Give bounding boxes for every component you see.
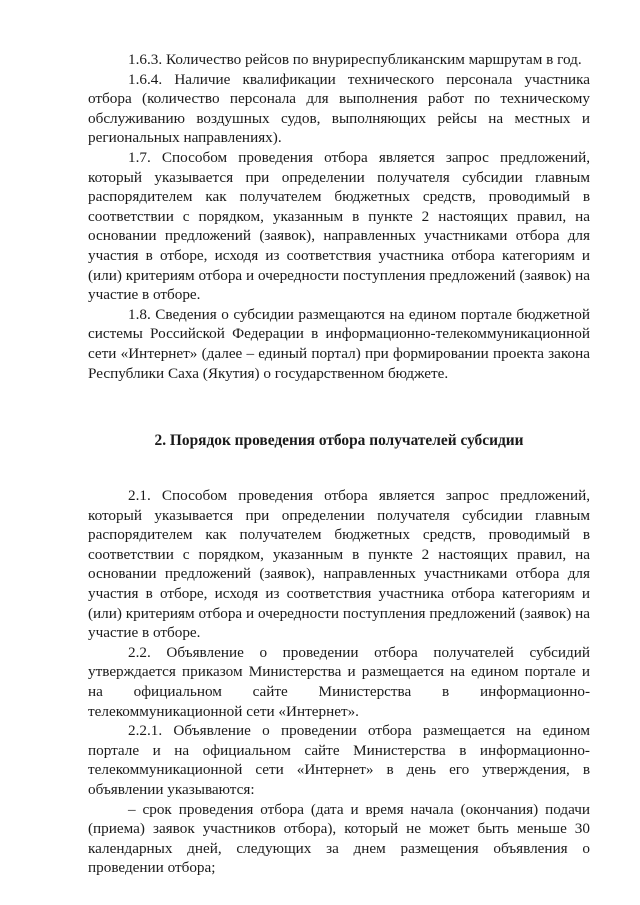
paragraph-2-1: 2.1. Способом проведения отбора является запрос предложений, который указывается при определении получателя субсидии главным распорядителем как получателем бюджетных средств, проводимый в соответствии с порядком, указанным в пункте 2 настоящих правил, на основании предложений (заявок), направленных участниками отбора для участия в отборе, исходя из соответствия участника отбора категориям и (или) критериям отбора и очередности поступления предложений (заявок) на участие в отборе. — [88, 487, 590, 642]
paragraph-1-6-4: 1.6.4. Наличие квалификации технического персонала участника отбора (количество персонала для выполнения работ по техническому обслуживанию воздушных судов, выполняющих рейсы на местных и региональных направлениях). — [88, 70, 590, 147]
paragraph-1-7: 1.7. Способом проведения отбора является запрос предложений, который указывается при определении получателя субсидии главным распорядителем как получателем бюджетных средств, проводимый в соответствии с порядком, указанным в пункте 2 настоящих правил, на основании предложений (заявок), направленных участниками отбора для участия в отборе, исходя из соответствия участника отбора категориям и (или) критериям отбора и очередности поступления предложений (заявок) на участие в отборе. — [88, 148, 590, 304]
list-item-deadline: – срок проведения отбора (дата и время начала (окончания) подачи (приема) заявок участников отбора), который не может быть меньше 30 календарных дней, следующих за днем размещения объявления о проведении отбора; — [88, 800, 590, 877]
section-1-continuation — [88, 50, 590, 383]
section-2-body — [88, 486, 590, 878]
paragraph-1-6-3: 1.6.3. Количество рейсов по внуриреспубликанским маршрутам в год. — [128, 51, 582, 68]
paragraph-2-2-1: 2.2.1. Объявление о проведении отбора размещается на едином портале и на официальном сайте Министерства в информационно-телекоммуникационной сети «Интернет» в день его утверждения, в объявлении указываются: — [88, 722, 590, 798]
section-2-heading: 2. Порядок проведения отбора получателей субсидии — [154, 432, 524, 449]
paragraph-1-8: 1.8. Сведения о субсидии размещаются на едином портале бюджетной системы Российской Федерации в информационно-телекоммуникационной сети «Интернет» (далее – единый портал) при формировании проекта закона Республики Саха (Якутия) о государственном бюджете. — [88, 305, 590, 382]
paragraph-2-2: 2.2. Объявление о проведении отбора получателей субсидий утверждается приказом Министерства и размещается на едином портале и на официальном сайте Министерства в информационно-телекоммуникационной сети «Интернет». — [88, 643, 590, 720]
